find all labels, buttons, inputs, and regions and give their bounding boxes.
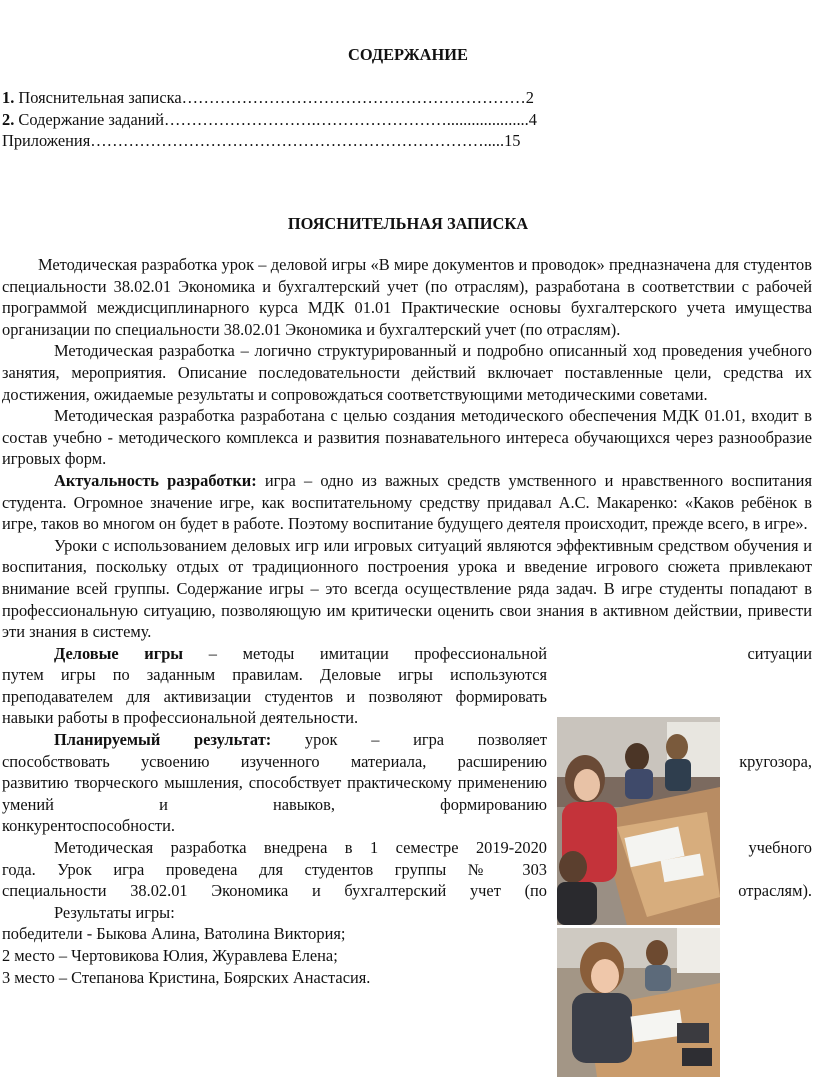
table-of-contents	[2, 87, 622, 152]
line-left	[2, 643, 547, 665]
line-right: отраслям).	[738, 881, 812, 901]
paragraph-line: конкурентоспособности.	[2, 816, 175, 836]
paragraph-text: игра – одно из важных средств умственного и нравственного воспитания студента. Огромное значение игре, как воспитательному средству придавал А.С. Макаренко: «Каков ребёнок в игре, таков во многом он будет в работе. Поэтому воспитание будущего деятеля происходит, прежде всего, в игре».	[2, 470, 812, 534]
line-left	[2, 729, 547, 751]
line-right: кругозора,	[739, 751, 812, 771]
paragraph	[2, 470, 812, 535]
line-text: урок – игра позволяет	[271, 730, 547, 750]
toc-item[interactable]	[2, 87, 622, 109]
line-left: специальности 38.02.01 Экономика и бухгалтерский учет (по	[2, 881, 547, 901]
toc-number: 2.	[2, 109, 15, 129]
toc-label: Пояснительная записка………………………………………………………2	[14, 88, 534, 107]
toc-item[interactable]	[2, 130, 622, 152]
toc-label: Приложения……………………………………………………………….....15	[2, 131, 521, 151]
classroom-photo-1	[557, 717, 720, 925]
toc-number: 1.	[2, 88, 15, 107]
result-line: 2 место – Чертовикова Юлия, Журавлева Елена;	[2, 946, 338, 965]
paragraph: Методическая разработка разработана с целью создания методического обеспечения МДК 01.01, входит в состав учебно - методического комплекса и развития познавательного интереса обучающихся через разнообразие игровых форм.	[2, 406, 812, 469]
line-left: Методическая разработка внедрена в 1 семестре 2019-2020	[54, 838, 547, 858]
paragraph: путем игры по заданным правилам. Деловые игры используются преподавателем для активизации студентов и позволяют формировать навыки работы в профессиональной деятельности.	[2, 665, 547, 728]
line-left: способствовать усвоению изученного материала, расширению	[2, 751, 547, 771]
paragraph: Методическая разработка урок – деловой игры «В мире документов и проводок» предназначена для студентов специальности 38.02.01 Экономика и бухгалтерский учет (по отраслям), разработана в соответствии с рабочей программой междисциплинарного курса МДК 01.01 Практические основы бухгалтерского учета имущества организации по специальности 38.02.01 Экономика и бухгалтерский учет (по отраслям).	[2, 255, 812, 339]
line-left: года. Урок игра проведена для студентов группы № 303	[2, 859, 547, 879]
explanatory-heading: ПОЯСНИТЕЛЬНАЯ ЗАПИСКА	[287, 214, 529, 233]
bold-lead: Актуальность разработки:	[54, 470, 257, 490]
toc-label: Содержание заданий……………………….……………………....................4	[14, 109, 537, 129]
line-right: учебного	[748, 838, 812, 858]
paragraph: Уроки с использованием деловых игр или игровых ситуаций являются эффективным средством обучения и воспитания, поскольку отдых от традиционного построения урока и введение игрового сюжета привлекают внимание всей группы. Содержание игры – это всегда осуществление ряда задач. В игре студенты попадают в профессиональную ситуацию, позволяющую им критически оценить свои знания в активном действии, привести эти знания в систему.	[2, 535, 812, 642]
contents-heading: СОДЕРЖАНИЕ	[348, 45, 468, 64]
paragraph: развитию творческого мышления, способствует практическому применению умений и навыков, формированию	[2, 773, 547, 814]
results-title: Результаты игры:	[54, 902, 175, 922]
bold-lead: Деловые игры	[54, 643, 184, 663]
result-line: 3 место – Степанова Кристина, Боярских Анастасия.	[2, 967, 371, 987]
classroom-photo-2	[557, 928, 720, 1077]
photo-column	[557, 717, 720, 1077]
result-line: победители - Быкова Алина, Ватолина Виктория;	[2, 924, 346, 944]
line-right: ситуации	[747, 643, 812, 663]
paragraph-line	[2, 643, 812, 665]
line-text: – методы имитации профессиональной	[183, 643, 547, 663]
bold-lead: Планируемый результат:	[54, 730, 272, 750]
paragraph: Методическая разработка – логично структурированный и подробно описанный ход проведения учебного занятия, мероприятия. Описание последовательности действий включает поставленные цели, средства их достижения, ожидаемые результаты и сопровождаться соответствующими методическими советами.	[2, 341, 812, 404]
toc-item[interactable]	[2, 109, 622, 131]
